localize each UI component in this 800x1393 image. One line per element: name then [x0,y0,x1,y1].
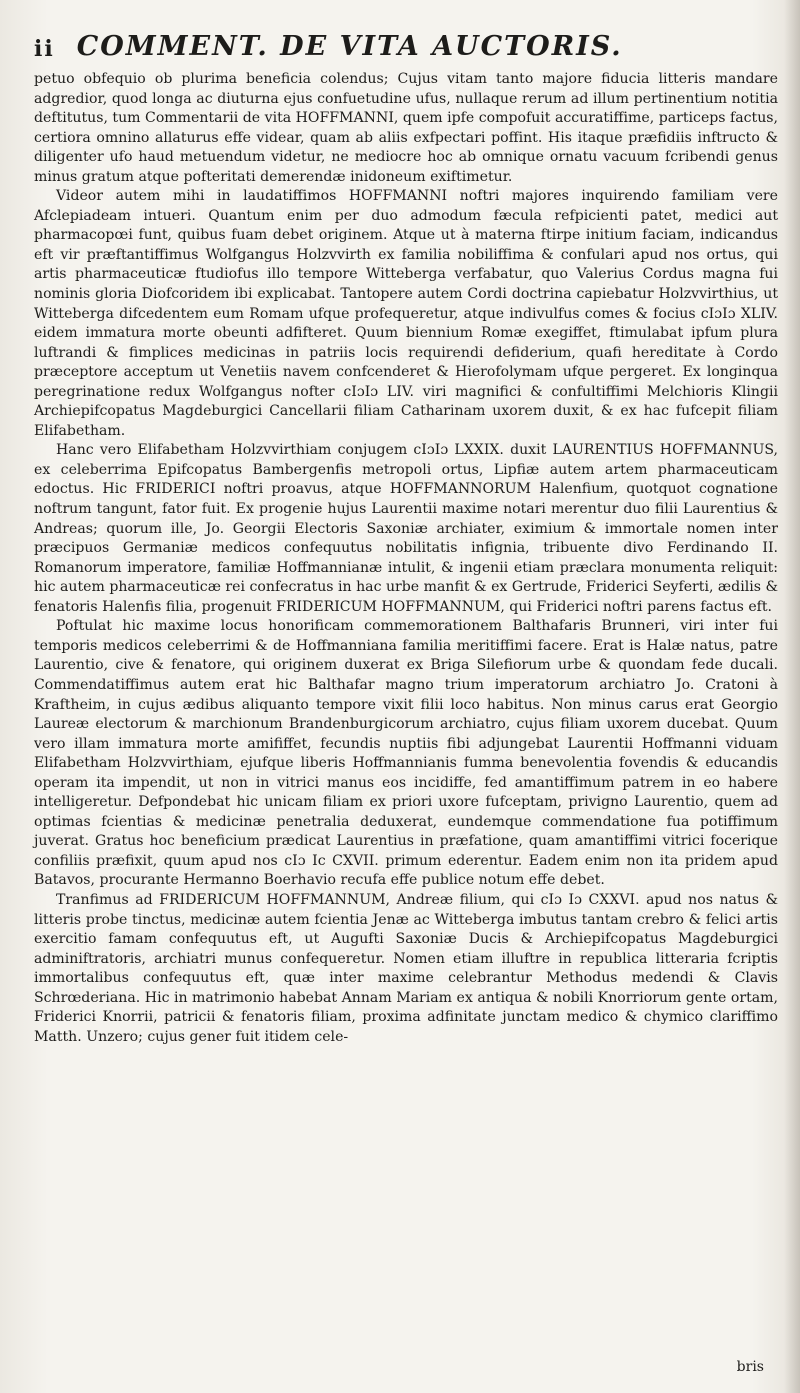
paragraph-4: Poftulat hic maxime locus honorificam commemorationem Balthafaris Brunneri, viri inter fui temporis medicos celeberrimi & de Hoffmanniana familia meritiffimi facere. Erat is Halæ natus, patre Laurentio, cive & fenatore, qui originem duxerat ex Briga Silefiorum urbe & quondam fede ducali. Commendatiffimus autem erat hic Balthafar magno trium imperatorum archiatro Jo. Cratoni à Kraftheim, in cujus ædibus aliquanto tempore vixit filii loco habitus. Non minus carus erat Georgio Laureæ electorum & marchionum Brandenburgicorum archiatro, cujus filiam uxorem ducebat. Quum vero illam immatura morte amififfet, fecundis nuptiis fibi adjungebat Laurentii Hoffmanni viduam Elifabetham Holzvvirthiam, ejufque liberis Hoffmannianis fumma benevolentia fovendis & educandis operam ita impendit, ut non in vitrici manus eos incidiffe, fed amantiffimum patrem in eo habere intelligeretur. Defpondebat hic unicam filiam ex priori uxore fufceptam, privigno Laurentio, quem ad optimas fcientias & medicinæ penetralia deduxerat, eundemque commendatione fua potiffimum juverat. Gratus hoc beneficium prædicat Laurentius in præfatione, quam amantiffimi vitrici focerique confiliis præfixit, quum apud nos cIɔ Ic CXVII. primum ederentur. Eadem enim non ita pridem apud Batavos, procurante Hermanno Boerhavio recufa effe publice notum effe debet. [34,618,778,889]
paragraph-2: Videor autem mihi in laudatiffimos HOFFMANNI noftri majores inquirendo familiam vere Afclepiadeam intueri. Quantum enim per duo admodum fæcula refpicienti patet, medici aut pharmacopœi funt, quibus fuam debet originem. Atque ut à materna ftirpe initium faciam, indicandus eft vir præftantiffimus Wolfgangus Holzvvirth ex familia nobiliffima & confulari apud nos ortus, qui artis pharmaceuticæ ftudiofus illo tempore Witteberga verfabatur, quo Valerius Cordus magna fui nominis gloria Diofcoridem ibi explicabat. Tantopere autem Cordi doctrina capiebatur Holzvvirthius, ut Witteberga difcedentem eum Romam ufque profequeretur, atque indivulfus comes & focius cIɔIɔ XLIV. eidem immatura morte obeunti adfifteret. Quum biennium Romæ exegiffet, ftimulabat ipfum plura luftrandi & fimplices medicinas in patriis locis requirendi defiderium, quafi hereditate à Cordo præceptore acceptum ut Venetiis navem confcenderet & Hierofolymam ufque pergeret. Ex longinqua peregrinatione redux Wolfgangus nofter cIɔIɔ LIV. viri magnifici & confultiffimi Melchioris Klingii Archiepifcopatus Magdeburgici Cancellarii filiam Catharinam uxorem duxit, & ex hac fufcepit filiam Elifabetham. [34,188,778,439]
catchword: bris [736,1359,764,1375]
paragraph-1: petuo obfequio ob plurima beneficia colendus; Cujus vitam tanto majore fiducia litteris mandare adgredior, quod longa ac diuturna ejus confuetudine ufus, nullaque rerum ad illum pertinentium notitia deftitutus, tum Commentarii de vita HOFFMANNI, quem ipfe compofuit accuratiffime, particeps factus, certiora omnino allaturus effe videar, quam ab aliis exfpectari poffint. His itaque præfidiis inftructo & diligenter ufo haud metuendum videtur, ne mediocre hoc ab omnique ornatu vacuum fcribendi genus minus gratum atque pofteritati demerendæ inidoneum exiftimetur. [34,71,778,185]
page-edge-shadow [784,0,800,1393]
paragraph-5: Tranfimus ad FRIDERICUM HOFFMANNUM, Andreæ filium, qui cIɔ Iɔ CXXVI. apud nos natus & litteris probe tinctus, medicinæ autem fcientia Jenæ ac Witteberga imbutus tantam crebro & felici artis exercitio famam confequutus eft, ut Augufti Saxoniæ Ducis & Archiepifcopatus Magdeburgici adminiftratoris, archiatri munus confequeretur. Nomen etiam illuftre in republica litteraria fcriptis immortalibus confequutus eft, quæ inter maxime celebrantur Methodus medendi & Clavis Schrœderiana. Hic in matrimonio habebat Annam Mariam ex antiqua & nobili Knorriorum gente ortam, Friderici Knorrii, patricii & fenatoris filiam, proxima adfinitate junctam medico & chymico clariffimo Matth. Unzero; cujus gener fuit itidem cele- [34,891,778,1045]
running-title: COMMENT. DE VITA AUCTORIS. [76,31,623,62]
page-number: ii [34,36,55,62]
body-text [34,70,778,1047]
running-header [34,0,778,70]
paragraph-3: Hanc vero Elifabetham Holzvvirthiam conjugem cIɔIɔ LXXIX. duxit LAURENTIUS HOFFMANNUS, ex celeberrima Epifcopatus Bambergenfis metropoli ortus, Lipfiæ autem artem pharmaceuticam edoctus. Hic FRIDERICI noftri proavus, atque HOFFMANNORUM Halenfium, quotquot cognatione noftrum tangunt, fator fuit. Ex progenie hujus Laurentii maxime notari merentur duo filii Laurentius & Andreas; quorum ille, Jo. Georgii Electoris Saxoniæ archiater, eximium & immortale nomen inter præcipuos Germaniæ medicos confequutus nobilitatis infignia, tribuente divo Ferdinando II. Romanorum imperatore, familiæ Hoffmannianæ intulit, & ingenii etiam præclara monumenta reliquit: hic autem pharmaceuticæ rei confecratus in hac urbe manfit & ex Gertrude, Friderici Seyferti, ædilis & fenatoris Halenfis filia, progenuit FRIDERICUM HOFFMANNUM, qui Friderici noftri parens factus eft. [34,442,778,615]
